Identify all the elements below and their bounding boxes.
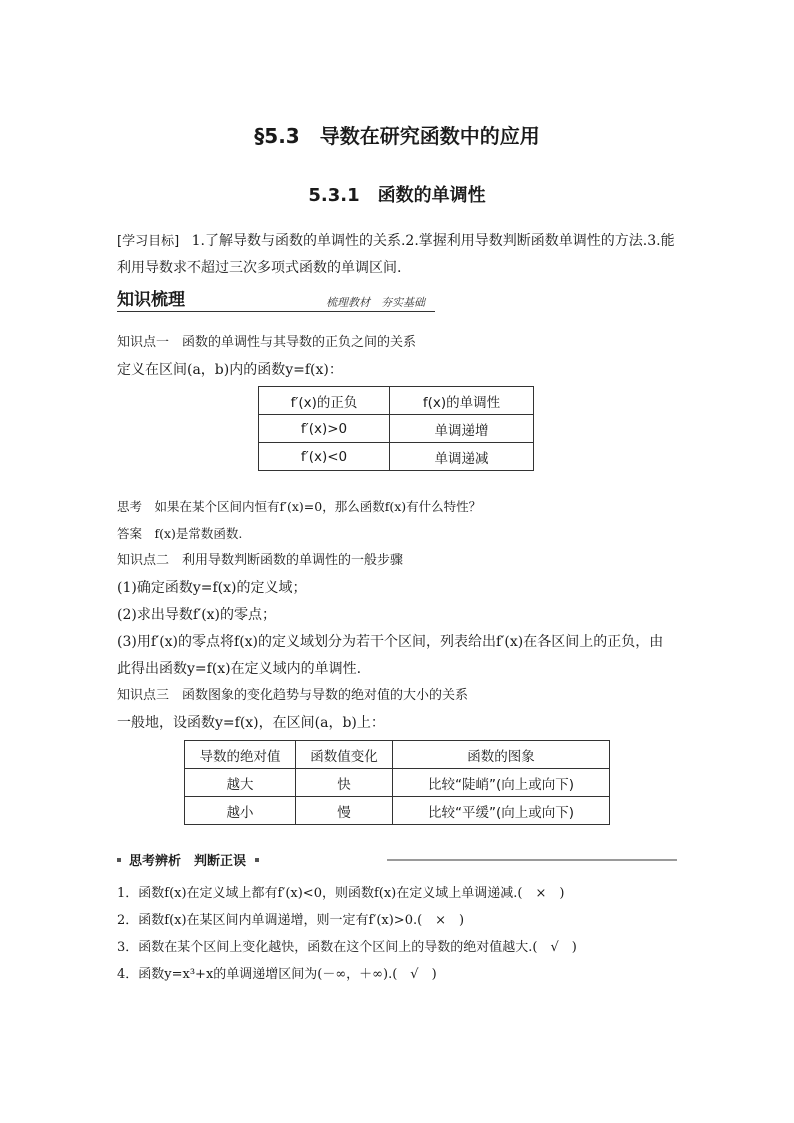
table-cell: 越小	[185, 797, 296, 825]
table-cell: f′(x)<0	[259, 443, 390, 471]
table-cell: 慢	[296, 797, 393, 825]
derivative-sign-table	[258, 386, 534, 471]
learning-objective-line-1	[117, 231, 675, 252]
table-row	[259, 387, 534, 415]
section-title: 思考辨析 判断正误	[129, 854, 247, 869]
bullet-square-icon	[117, 858, 121, 862]
think-question: 思考 如果在某个区间内恒有f′(x)=0，那么函数f(x)有什么特性？	[117, 499, 482, 514]
table-cell: 比较“陡峭”(向上或向下)	[393, 769, 610, 797]
step-1: (1)确定函数y=f(x)的定义域；	[117, 580, 307, 596]
objective-text-2: 利用导数求不超过三次多项式函数的单调区间.	[117, 260, 402, 276]
table-row	[259, 415, 534, 443]
bullet-square-icon	[255, 858, 259, 862]
judgement-item: 2．函数f(x)在某区间内单调递增，则一定有f′(x)>0.( × )	[117, 913, 465, 928]
table-cell: 比较“平缓”(向上或向下)	[393, 797, 610, 825]
step-3-line-1: (3)用f′(x)的零点将f(x)的定义域划分为若干个区间，列表给出f′(x)在各区间上的正负，由	[117, 634, 664, 650]
judgement-item: 4．函数y=x³+x的单调递增区间为(－∞，＋∞).( √ )	[117, 967, 437, 982]
step-3-line-2: 此得出函数y=f(x)在定义域内的单调性.	[117, 661, 362, 677]
table-cell: 单调递减	[390, 443, 534, 471]
table-row	[185, 797, 610, 825]
banner-divider	[117, 311, 435, 312]
table-row	[259, 443, 534, 471]
section-subtitle: 5.3.1 函数的单调性	[308, 185, 486, 206]
table-header-cell: 导数的绝对值	[185, 741, 296, 769]
section-rule	[387, 859, 677, 861]
point1-heading: 知识点一 函数的单调性与其导数的正负之间的关系	[117, 335, 417, 350]
table-cell: 快	[296, 769, 393, 797]
banner-title: 知识梳理	[117, 290, 185, 310]
table-header-cell: f(x)的单调性	[390, 387, 534, 415]
judgement-item: 1．函数f(x)在定义域上都有f′(x)<0，则函数f(x)在定义域上单调递减.( × )	[117, 886, 565, 901]
judgement-item: 3．函数在某个区间上变化越快，函数在这个区间上的导数的绝对值越大.( √ )	[117, 940, 577, 955]
point3-heading: 知识点三 函数图象的变化趋势与导数的绝对值的大小的关系	[117, 688, 469, 703]
derivative-magnitude-table	[184, 740, 610, 825]
step-2: (2)求出导数f′(x)的零点；	[117, 607, 277, 623]
objective-text-1: 1.了解导数与函数的单调性的关系.2.掌握利用导数判断函数单调性的方法.3.能	[191, 233, 675, 249]
table-header-cell: 函数值变化	[296, 741, 393, 769]
page-title: §5.3 导数在研究函数中的应用	[254, 124, 540, 148]
table-cell: 越大	[185, 769, 296, 797]
point1-intro: 定义在区间(a，b)内的函数y=f(x)：	[117, 362, 343, 378]
table-row	[185, 769, 610, 797]
point3-intro: 一般地，设函数y=f(x)，在区间(a，b)上：	[117, 715, 385, 731]
table-cell: 单调递增	[390, 415, 534, 443]
table-header-cell: 函数的图象	[393, 741, 610, 769]
table-cell: f′(x)>0	[259, 415, 390, 443]
objective-label: [学习目标]	[117, 234, 180, 249]
table-row	[185, 741, 610, 769]
banner-tag: 梳理教材 夯实基础	[326, 296, 425, 309]
think-answer: 答案 f(x)是常数函数.	[117, 526, 243, 541]
table-header-cell: f′(x)的正负	[259, 387, 390, 415]
point2-heading: 知识点二 利用导数判断函数的单调性的一般步骤	[117, 553, 404, 568]
